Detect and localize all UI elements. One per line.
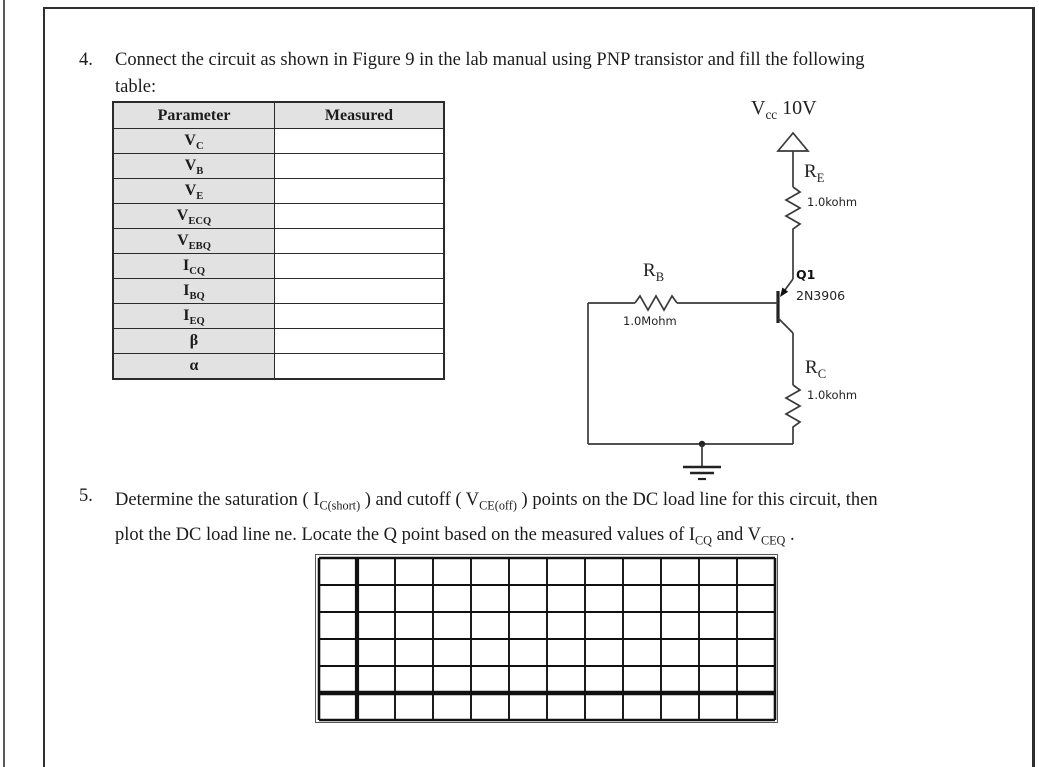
measured-cell <box>275 304 445 329</box>
table-row <box>113 204 444 229</box>
measured-column-header: Measured <box>275 102 445 129</box>
parameter-cell: $V_{EBQ}$ <box>113 229 275 254</box>
question-5-number: 5. <box>79 486 93 506</box>
table-row <box>113 254 444 279</box>
rc-value: 1.0kohm <box>807 388 858 402</box>
transistor-ref: Q1 <box>796 267 816 282</box>
measured-cell <box>275 354 445 380</box>
table-row <box>113 329 444 354</box>
re-value: 1.0kohm <box>807 195 858 209</box>
table-row <box>113 179 444 204</box>
parameter-cell: $I_{CQ}$ <box>113 254 275 279</box>
question-5 <box>79 483 1029 553</box>
pnp-emitter-arrow-icon <box>780 288 788 298</box>
parameters-table <box>112 101 445 380</box>
question-5-text <box>115 483 878 553</box>
measured-cell <box>275 329 445 354</box>
resistor-re-symbol <box>786 187 800 232</box>
table-row <box>113 304 444 329</box>
vcc-label: $V_{cc}$ 10V <box>751 97 817 122</box>
parameter-cell: $V_{ECQ}$ <box>113 204 275 229</box>
parameter-column-header: Parameter <box>113 102 275 129</box>
plot-grid <box>315 554 778 723</box>
table-row <box>113 154 444 179</box>
resistor-rc-symbol <box>786 385 800 430</box>
vcc-power-arrow-icon <box>778 133 808 151</box>
plot-grid-svg <box>319 558 775 720</box>
parameter-cell: β <box>113 329 275 354</box>
parameter-cell: $V_C$ <box>113 129 275 154</box>
measured-cell <box>275 204 445 229</box>
re-label: $R_E$ <box>804 161 825 185</box>
ground-icon <box>683 467 721 479</box>
resistor-rb-symbol <box>635 296 677 310</box>
table-row <box>113 279 444 304</box>
parameter-cell: $V_E$ <box>113 179 275 204</box>
rb-label: $R_B$ <box>643 260 665 284</box>
measured-cell <box>275 129 445 154</box>
circuit-figure <box>555 95 890 495</box>
question-4-text <box>115 47 865 101</box>
table-header-row <box>113 102 444 129</box>
measured-cell <box>275 229 445 254</box>
parameter-cell: $I_{EQ}$ <box>113 304 275 329</box>
left-margin-line <box>3 0 5 767</box>
parameter-cell: $V_B$ <box>113 154 275 179</box>
measured-cell <box>275 154 445 179</box>
question-5-line1: Determine the saturation ( $I_{C(short)}$ ) and cutoff ( $V_{CE(off)}$ ) points on the DC load line for this circuit, then <box>115 490 878 513</box>
parameter-cell: α <box>113 354 275 380</box>
transistor-collector-lead <box>778 318 793 333</box>
question-4 <box>79 47 1019 101</box>
rc-label: $R_C$ <box>805 357 827 381</box>
parameter-cell: $I_{BQ}$ <box>113 279 275 304</box>
question-4-number: 4. <box>79 50 93 70</box>
table-row <box>113 354 444 380</box>
transistor-part-number: 2N3906 <box>796 288 846 303</box>
question-5-line2: plot the DC load line ne. Locate the Q point based on the measured values of $I_{CQ}$ and $V_{CEQ}$ . <box>115 525 795 548</box>
table-row <box>113 129 444 154</box>
table-row <box>113 229 444 254</box>
question-4-line1: Connect the circuit as shown in Figure 9 in the lab manual using PNP transistor and fill the following <box>115 50 865 70</box>
question-4-line2: table: <box>115 77 157 97</box>
rb-value: 1.0Mohm <box>623 314 677 328</box>
measured-cell <box>275 279 445 304</box>
measured-cell <box>275 254 445 279</box>
measured-cell <box>275 179 445 204</box>
